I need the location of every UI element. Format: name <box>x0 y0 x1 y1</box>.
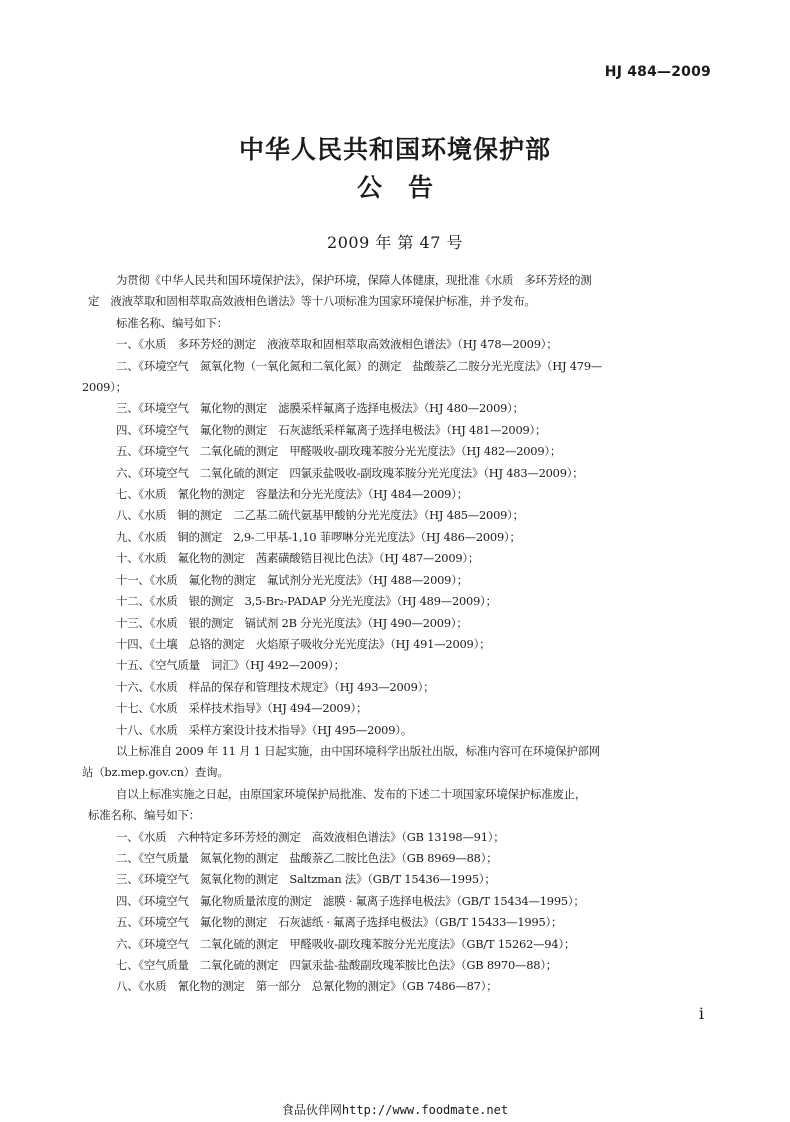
list-item: 六、《环境空气 二氧化硫的测定 四氯汞盐吸收-副玫瑰苯胺分光光度法》（HJ 483—2009）； <box>116 465 584 480</box>
list-item: 二、《环境空气 氮氧化物（一氧化氮和二氧化氮）的测定 盐酸萘乙二胺分光光度法》（HJ 479— <box>116 358 603 373</box>
list-item: 十七、《水质 采样技术指导》（HJ 494—2009）； <box>116 701 368 716</box>
implementation-line: 站（bz.mep.gov.cn）查询。 <box>82 765 229 780</box>
issue-number: 2009 年 第 47 号 <box>327 233 463 252</box>
list-label: 标准名称、编号如下： <box>116 315 228 330</box>
list-item: 十五、《空气质量 词汇》（HJ 492—2009）； <box>116 658 345 673</box>
list-item: 十三、《水质 银的测定 镉试剂 2B 分光光度法》（HJ 490—2009）； <box>116 615 468 630</box>
list-item: 2009）； <box>82 380 127 395</box>
abolition-line: 自以上标准实施之日起，由原国家环境保护局批准、发布的下述二十项国家环境保护标准废止， <box>116 786 587 801</box>
list-item: 十一、《水质 氟化物的测定 氟试剂分光光度法》（HJ 488—2009）； <box>116 572 468 587</box>
intro-line: 定 液液萃取和固相萃取高效液相色谱法》等十八项标准为国家环境保护标准，并予发布。 <box>88 294 536 309</box>
list-item: 七、《空气质量 二氧化硫的测定 四氯汞盐-盐酸副玫瑰苯胺比色法》（GB 8970—88）； <box>116 958 557 972</box>
list-item: 一、《水质 六种特定多环芳烃的测定 高效液相色谱法》（GB 13198—91）； <box>116 829 505 844</box>
footer-watermark: 食品伙伴网http://www.foodmate.net <box>281 1103 509 1117</box>
list-item: 四、《环境空气 氟化物质量浓度的测定 滤膜 · 氟离子选择电极法》（GB/T 15434—1995）； <box>116 893 585 908</box>
list-item: 六、《环境空气 二氧化硫的测定 甲醛吸收-副玫瑰苯胺分光光度法》（GB/T 15262—94）； <box>116 936 576 951</box>
page-number: i <box>698 1004 704 1023</box>
list-item: 五、《环境空气 氟化物的测定 石灰滤纸 · 氟离子选择电极法》（GB/T 15433—1995）； <box>116 915 563 930</box>
list-item: 一、《水质 多环芳烃的测定 液液萃取和固相萃取高效液相色谱法》（HJ 478—2009）； <box>116 337 558 352</box>
list-item: 九、《水质 铜的测定 2,9-二甲基-1,10 菲啰啉分光光度法》（HJ 486—2009）； <box>116 529 521 544</box>
standard-number: HJ 484—2009 <box>604 64 711 80</box>
list-item: 八、《水质 铜的测定 二乙基二硫代氨基甲酸钠分光光度法》（HJ 485—2009）； <box>116 508 524 523</box>
list-item: 十、《水质 氟化物的测定 茜素磺酸锆目视比色法》（HJ 487—2009）； <box>116 551 480 566</box>
list-item: 三、《环境空气 氮氧化物的测定 Saltzman 法》（GB/T 15436—1995）； <box>116 872 496 887</box>
list-item: 四、《环境空气 氟化物的测定 石灰滤纸采样氟离子选择电极法》（HJ 481—2009）； <box>116 422 547 437</box>
intro-line: 为贯彻《中华人民共和国环境保护法》，保护环境，保障人体健康，现批准《水质 多环芳烃的测 <box>116 273 592 287</box>
list-item: 八、《水质 氰化物的测定 第一部分 总氰化物的测定》（GB 7486—87）； <box>116 979 498 994</box>
list-item: 五、《环境空气 二氧化硫的测定 甲醛吸收-副玫瑰苯胺分光光度法》（HJ 482—2009）； <box>116 444 562 459</box>
list-item: 十八、《水质 采样方案设计技术指导》（HJ 495—2009）。 <box>116 722 412 737</box>
page-title: 中华人民共和国环境保护部 <box>238 135 551 164</box>
list-item: 十二、《水质 银的测定 3,5-Br₂-PADAP 分光光度法》（HJ 489—2009）； <box>116 594 497 609</box>
list-item: 十六、《水质 样品的保存和管理技术规定》（HJ 493—2009）； <box>116 679 435 694</box>
implementation-line: 以上标准自 2009 年 11 月 1 日起实施，由中国环境科学出版社出版，标准内容可在环境保护部网 <box>116 743 600 758</box>
document-body <box>82 270 710 998</box>
list-item: 二、《空气质量 氮氧化物的测定 盐酸萘乙二胺比色法》（GB 8969—88）； <box>116 850 498 865</box>
abolition-line: 标准名称、编号如下： <box>88 808 200 823</box>
list-item: 七、《水质 氰化物的测定 容量法和分光光度法》（HJ 484—2009）； <box>116 487 468 502</box>
page-subtitle: 公告 <box>356 173 459 202</box>
list-item: 三、《环境空气 氟化物的测定 滤膜采样氟离子选择电极法》（HJ 480—2009）； <box>116 401 524 416</box>
list-item: 十四、《土壤 总铬的测定 火焰原子吸收分光光度法》（HJ 491—2009）； <box>116 636 491 651</box>
